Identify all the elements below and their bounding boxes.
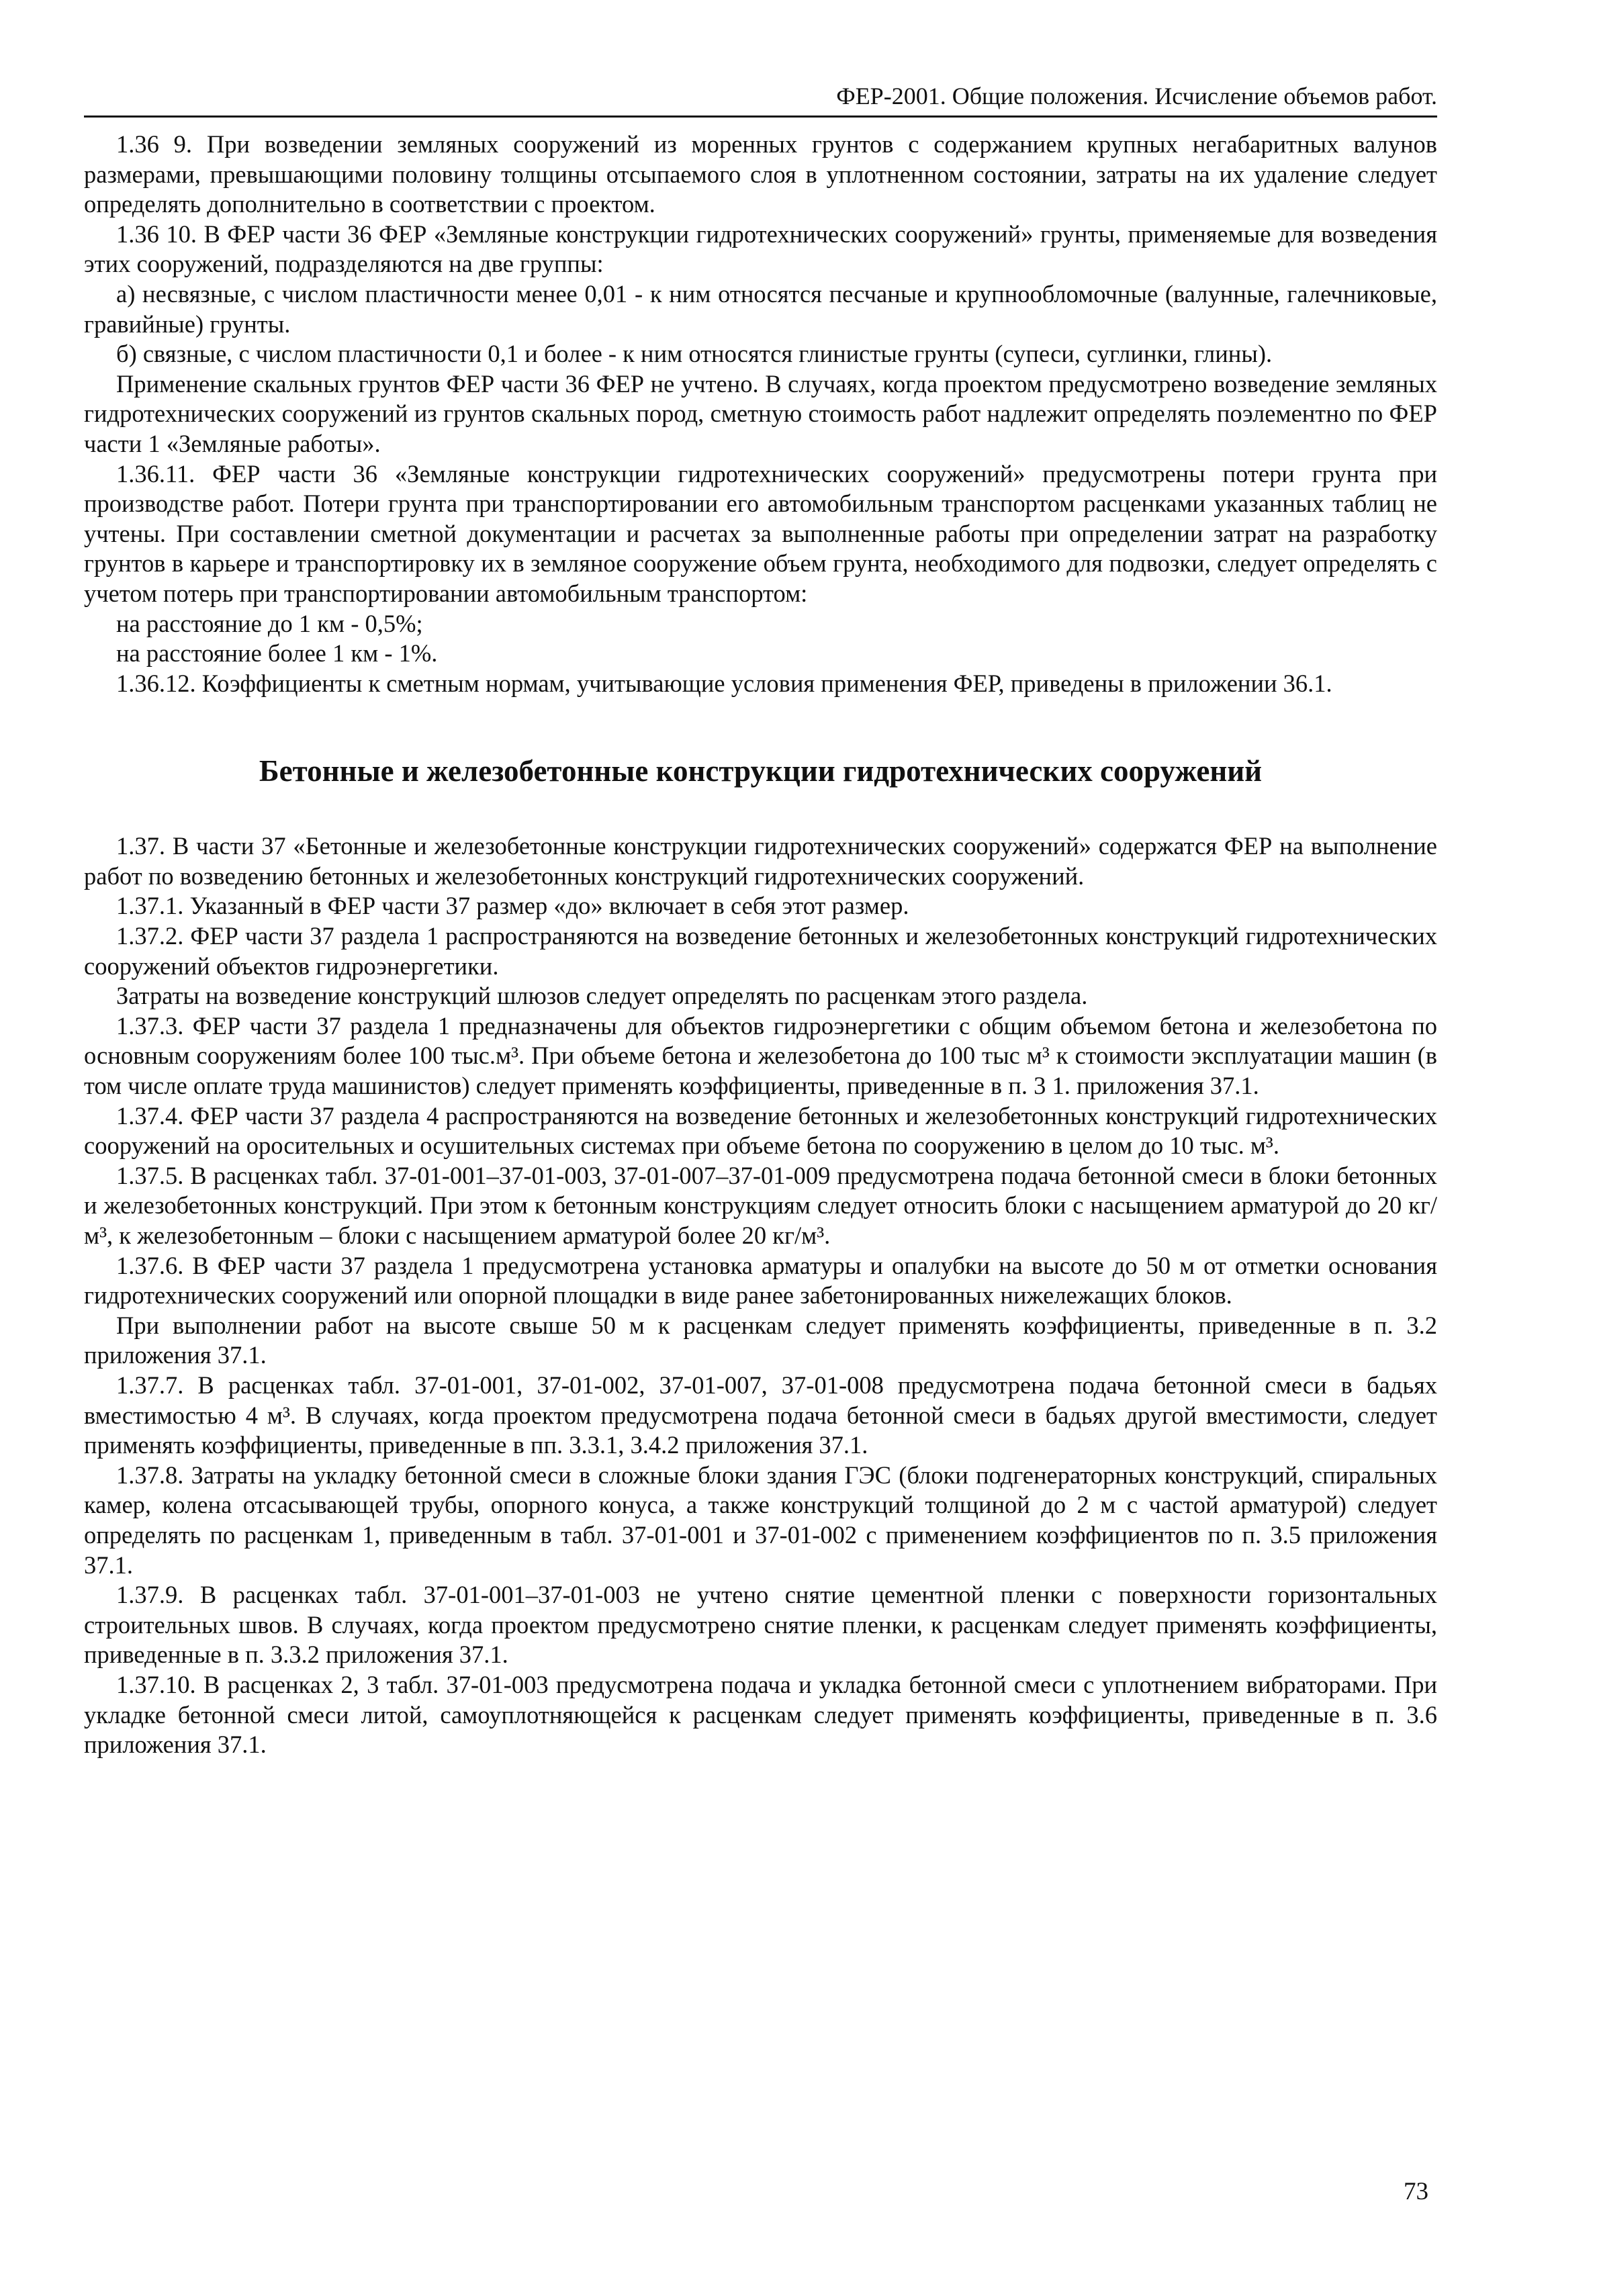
distance-line-1: на расстояние до 1 км - 0,5%; [116,609,423,637]
paragraph-1-36-12: 1.36.12. Коэффициенты к сметным нормам, учитывающие условия применения ФЕР, приведены в приложении 36.1. [116,669,1332,697]
section-concrete [84,831,1437,1759]
paragraph-1-37-9: 1.37.9. В расценках табл. 37-01-001–37-01-003 не учтено снятие цементной пленки с поверхности горизонтальных строительных швов. В случаях, когда проектом предусмотрено снятие пленки, к расценкам следует применять коэффициенты, приведенные в п. 3.3.2 приложения 37.1. [84,1581,1437,1669]
list-item-a: а) несвязные, с числом пластичности менее 0,01 - к ним относятся песчаные и крупнообломочные (валунные, галечниковые, гравийные) грунты. [84,279,1437,338]
paragraph-1-37-5: 1.37.5. В расценках табл. 37-01-001–37-01-003, 37-01-007–37-01-009 предусмотрена подача бетонной смеси в блоки бетонных и железобетонных конструкций. При этом к бетонным конструкциям следует относить блоки с насыщением арматурой до 20 кг/м³, к железобетонным – блоки с насыщением арматурой более 20 кг/м³. [84,1161,1437,1249]
document-page [84,81,1437,1760]
paragraph-1-37-1: 1.37.1. Указанный в ФЕР части 37 размер «до» включает в себя этот размер. [116,892,909,920]
paragraph-1-37-8: 1.37.8. Затраты на укладку бетонной смеси в сложные блоки здания ГЭС (блоки подгенераторных конструкций, спиральных камер, колена отсасывающей трубы, опорного конуса, а также конструкций толщиной до 2 м с частой арматурой) следует определять по расценкам 1, приведенным в табл. 37-01-001 и 37-01-002 с применением коэффициентов по п. 3.5 приложения 37.1. [84,1461,1437,1579]
section-earthworks [84,130,1437,698]
paragraph-rock-soils: Применение скальных грунтов ФЕР части 36 ФЕР не учтено. В случаях, когда проектом предусмотрено возведение земляных гидротехнических сооружений из грунтов скальных пород, сметную стоимость работ надлежит определять поэлементно по ФЕР части 1 «Земляные работы». [84,369,1437,457]
section-heading: Бетонные и железобетонные конструкции гидротехнических сооружений [259,754,1263,788]
paragraph-1-37-7: 1.37.7. В расценках табл. 37-01-001, 37-01-002, 37-01-007, 37-01-008 предусмотрена подача бетонной смеси в бадьях вместимостью 4 м³. В случаях, когда проектом предусмотрена подача бетонной смеси в бадьях другой вместимости, следует применять коэффициенты, приведенные в пп. 3.3.1, 3.4.2 приложения 37.1. [84,1371,1437,1459]
list-item-b: б) связные, с числом пластичности 0,1 и более - к ним относятся глинистые грунты (супеси, суглинки, глины). [116,340,1273,368]
page-number: 73 [1404,2178,1428,2205]
paragraph-1-37-4: 1.37.4. ФЕР части 37 раздела 4 распространяются на возведение бетонных и железобетонных конструкций гидротехнических сооружений на оросительных и осушительных системах при объеме бетона по сооружению в целом до 10 тыс. м³. [84,1101,1437,1160]
paragraph-1-37-3: 1.37.3. ФЕР части 37 раздела 1 предназначены для объектов гидроэнергетики с общим объемом бетона и железобетона по основным сооружениям более 100 тыс.м³. При объеме бетона и железобетона до 100 тыс м³ к стоимости эксплуатации машин (в том числе оплате труда машинистов) следует применять коэффициенты, приведенные в п. 3 1. приложения 37.1. [84,1011,1437,1100]
paragraph-1-36-10: 1.36 10. В ФЕР части 36 ФЕР «Земляные конструкции гидротехнических сооружений» грунты, применяемые для возведения этих сооружений, подразделяются на две группы: [84,220,1437,278]
paragraph-1-36-9: 1.36 9. При возведении земляных сооружений из моренных грунтов с содержанием крупных негабаритных валунов размерами, превышающими половину толщины отсыпаемого слоя в уплотненном состоянии, затраты на их удаление следует определять дополнительно в соответствии с проектом. [84,130,1437,218]
paragraph-locks: Затраты на возведение конструкций шлюзов следует определять по расценкам этого раздела. [116,982,1088,1010]
running-header: ФЕР-2001. Общие положения. Исчисление объемов работ. [84,81,1437,118]
paragraph-1-37-10: 1.37.10. В расценках 2, 3 табл. 37-01-003 предусмотрена подача и укладка бетонной смеси с уплотнением вибраторами. При укладке бетонной смеси литой, самоуплотняющейся к расценкам следует применять коэффициенты, приведенные в п. 3.6 приложения 37.1. [84,1670,1437,1759]
paragraph-1-37-2: 1.37.2. ФЕР части 37 раздела 1 распространяются на возведение бетонных и железобетонных конструкций гидротехнических сооружений объектов гидроэнергетики. [84,922,1437,980]
paragraph-1-36-11: 1.36.11. ФЕР части 36 «Земляные конструкции гидротехнических сооружений» предусмотрены потери грунта при производстве работ. Потери грунта при транспортировании его автомобильным транспортом расценками указанных таблиц не учтены. При составлении сметной документации и расчетах за выполненные работы при определении затрат на разработку грунтов в карьере и транспортировку их в земляное сооружение объем грунта, необходимого для подвозки, следует определять с учетом потерь при транспортировании автомобильным транспортом: [84,459,1437,607]
paragraph-height-50m: При выполнении работ на высоте свыше 50 м к расценкам следует применять коэффициенты, приведенные в п. 3.2 приложения 37.1. [84,1311,1437,1369]
paragraph-1-37: 1.37. В части 37 «Бетонные и железобетонные конструкции гидротехнических сооружений» содержатся ФЕР на выполнение работ по возведению бетонных и железобетонных конструкций гидротехнических сооружений. [84,832,1437,890]
paragraph-1-37-6: 1.37.6. В ФЕР части 37 раздела 1 предусмотрена установка арматуры и опалубки на высоте до 50 м от отметки основания гидротехнических сооружений или опорной площадки в виде ранее забетонированных нижележащих блоков. [84,1251,1437,1310]
distance-line-2: на расстояние более 1 км - 1%. [116,639,438,668]
